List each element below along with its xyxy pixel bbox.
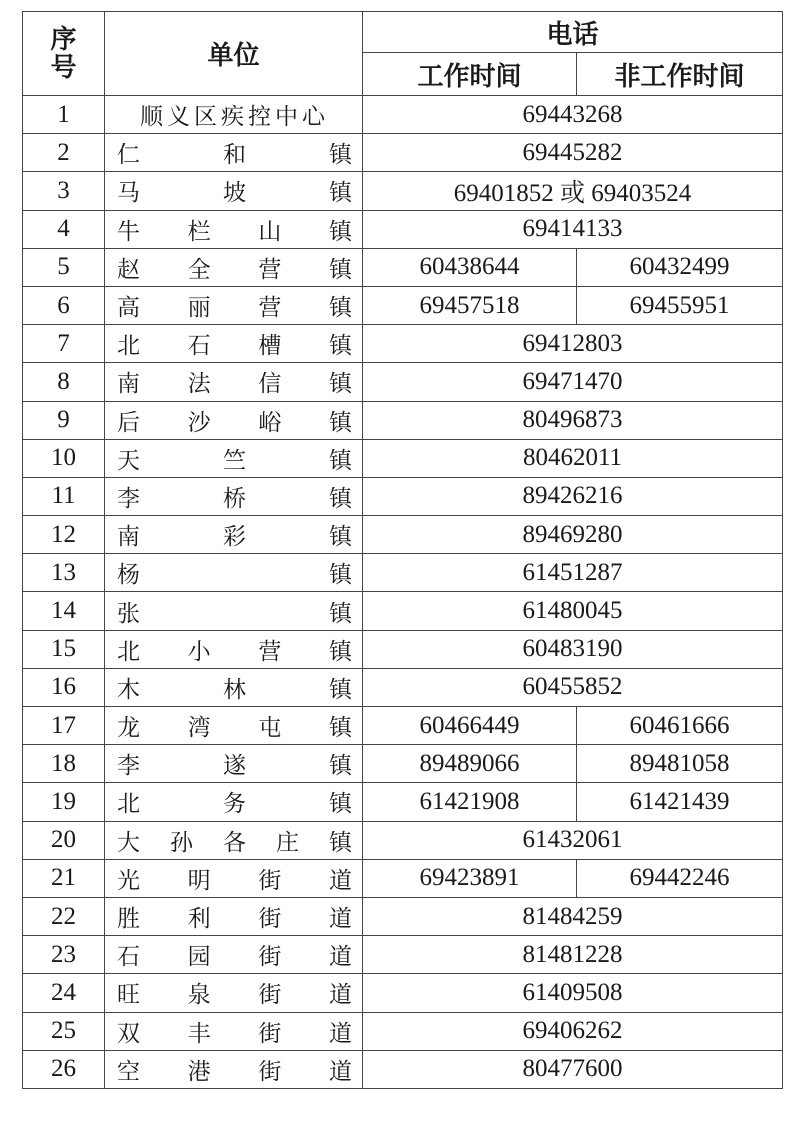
unit-name-char: 龙 (117, 715, 140, 742)
row-number: 4 (23, 210, 105, 248)
table-row (23, 286, 783, 324)
table-row (23, 325, 783, 363)
unit-name-chars (117, 251, 352, 284)
unit-name-chars (117, 595, 352, 628)
unit-name-char: 道 (328, 982, 352, 1009)
unit-name-char: 明 (187, 867, 211, 894)
unit-name-chars (117, 633, 352, 666)
unit-name-char: 街 (258, 944, 282, 971)
table-row (23, 134, 783, 172)
unit-name-chars (117, 289, 352, 322)
unit-name (105, 707, 363, 745)
unit-name-char: 营 (258, 256, 282, 283)
row-number: 10 (23, 439, 105, 477)
unit-name-char: 镇 (328, 333, 352, 360)
unit-name-char: 镇 (329, 524, 352, 551)
table-row (23, 210, 783, 248)
table-row (23, 707, 783, 745)
phone-off-hours: 60432499 (577, 248, 783, 286)
table-body (23, 96, 783, 1089)
phone-number: 61432061 (363, 821, 783, 859)
table-row (23, 1050, 783, 1088)
unit-name-char: 坡 (223, 180, 246, 207)
unit-name-char: 道 (328, 867, 352, 894)
unit-name-chars (117, 976, 352, 1009)
unit-name-chars (117, 862, 352, 895)
table-row (23, 363, 783, 401)
unit-name-char: 务 (223, 791, 246, 818)
unit-name-char: 赵 (117, 256, 140, 283)
unit-name (105, 974, 363, 1012)
row-number: 12 (23, 516, 105, 554)
unit-name-char: 槽 (258, 333, 282, 360)
phone-off-hours: 61421439 (577, 783, 783, 821)
row-number: 3 (23, 172, 105, 210)
unit-name-char: 丰 (187, 1020, 211, 1047)
unit-name-char: 仁 (117, 142, 140, 169)
phone-number: 80496873 (363, 401, 783, 439)
unit-name-char: 法 (187, 371, 211, 398)
row-number: 5 (23, 248, 105, 286)
unit-name (105, 821, 363, 859)
phone-number: 60455852 (363, 668, 783, 706)
phone-work-hours: 60438644 (363, 248, 577, 286)
unit-name-char: 峪 (258, 409, 282, 436)
unit-name-char: 街 (258, 1020, 282, 1047)
unit-name (105, 96, 363, 134)
unit-name-char: 道 (328, 1020, 352, 1047)
unit-name (105, 439, 363, 477)
unit-name (105, 859, 363, 897)
phone-number: 61409508 (363, 974, 783, 1012)
table-row (23, 936, 783, 974)
unit-name-char: 镇 (329, 180, 352, 207)
unit-name-char: 张 (117, 600, 140, 627)
unit-name-char: 彩 (223, 524, 246, 551)
unit-name-chars (117, 404, 352, 437)
phone-number: 89469280 (363, 516, 783, 554)
unit-name-char: 镇 (329, 447, 352, 474)
unit-name-chars (117, 556, 352, 589)
row-number: 17 (23, 707, 105, 745)
unit-name-char: 马 (117, 180, 140, 207)
row-number: 8 (23, 363, 105, 401)
row-number: 18 (23, 745, 105, 783)
phone-number: 80462011 (363, 439, 783, 477)
unit-name-char: 泉 (187, 982, 211, 1009)
header-off-hours: 非工作时间 (577, 53, 783, 96)
unit-name-char: 后 (117, 409, 140, 436)
unit-name-char: 空 (117, 1058, 140, 1085)
unit-name-chars (117, 1015, 352, 1048)
unit-name (105, 516, 363, 554)
unit-name-char: 镇 (328, 638, 352, 665)
unit-name-char: 南 (117, 524, 140, 551)
table-row (23, 974, 783, 1012)
phone-number: 80477600 (363, 1050, 783, 1088)
row-number: 6 (23, 286, 105, 324)
table-row (23, 821, 783, 859)
phone-number: 69401852 或 69403524 (363, 172, 783, 210)
unit-name-char: 街 (258, 982, 282, 1009)
row-number: 2 (23, 134, 105, 172)
unit-name-char: 镇 (329, 600, 352, 627)
unit-name-chars (117, 98, 352, 131)
phone-work-hours: 69457518 (363, 286, 577, 324)
phone-number: 69443268 (363, 96, 783, 134)
table-row (23, 172, 783, 210)
unit-name-char: 各 (223, 829, 246, 856)
unit-name-char: 全 (187, 256, 211, 283)
unit-name-char: 街 (258, 867, 282, 894)
unit-name-char: 孙 (170, 829, 193, 856)
phone-number: 69471470 (363, 363, 783, 401)
row-number: 22 (23, 897, 105, 935)
unit-name-char: 营 (258, 638, 282, 665)
table-row (23, 745, 783, 783)
row-number: 9 (23, 401, 105, 439)
unit-name-char: 利 (187, 906, 211, 933)
unit-name-chars (117, 365, 352, 398)
unit-name-char: 光 (117, 867, 140, 894)
unit-name-char: 山 (258, 218, 282, 245)
unit-name-chars (117, 327, 352, 360)
unit-name (105, 630, 363, 668)
unit-name-chars (117, 824, 352, 857)
unit-name-char: 胜 (117, 906, 140, 933)
unit-name-char: 高 (117, 295, 140, 322)
unit-name-char: 营 (258, 295, 282, 322)
unit-name-chars (117, 938, 352, 971)
unit-name-char: 北 (117, 333, 140, 360)
contact-table-sheet (22, 11, 782, 1089)
unit-name-chars (117, 709, 352, 742)
unit-name (105, 936, 363, 974)
unit-name (105, 248, 363, 286)
unit-name-chars (117, 1053, 352, 1086)
phone-number: 69406262 (363, 1012, 783, 1050)
row-number: 14 (23, 592, 105, 630)
unit-name (105, 592, 363, 630)
row-number: 20 (23, 821, 105, 859)
unit-name (105, 783, 363, 821)
header-seq-line2: 号 (50, 52, 77, 83)
unit-name-char: 李 (117, 753, 140, 780)
unit-name-char: 镇 (329, 676, 352, 703)
unit-name (105, 554, 363, 592)
header-unit: 单位 (105, 12, 363, 96)
table-row (23, 1012, 783, 1050)
row-number: 23 (23, 936, 105, 974)
row-number: 24 (23, 974, 105, 1012)
table-row (23, 516, 783, 554)
table-row (23, 783, 783, 821)
unit-name-char: 木 (117, 676, 140, 703)
unit-name-char: 镇 (329, 829, 352, 856)
unit-name-char: 信 (258, 371, 282, 398)
row-number: 7 (23, 325, 105, 363)
phone-off-hours: 69442246 (577, 859, 783, 897)
row-number: 26 (23, 1050, 105, 1088)
unit-name-char: 栏 (187, 218, 211, 245)
phone-number: 81481228 (363, 936, 783, 974)
unit-name-char: 镇 (328, 218, 352, 245)
unit-name-chars (117, 136, 352, 169)
unit-name-char: 桥 (223, 485, 246, 512)
phone-number: 69445282 (363, 134, 783, 172)
header-phone: 电话 (363, 12, 783, 53)
phone-number: 69414133 (363, 210, 783, 248)
phone-off-hours: 69455951 (577, 286, 783, 324)
unit-name (105, 401, 363, 439)
header-seq (23, 12, 105, 96)
table-row (23, 477, 783, 515)
unit-name-char: 牛 (117, 218, 140, 245)
table-row (23, 897, 783, 935)
unit-name (105, 1050, 363, 1088)
phone-number: 61480045 (363, 592, 783, 630)
unit-name (105, 363, 363, 401)
unit-name (105, 477, 363, 515)
table-row (23, 439, 783, 477)
unit-name-char: 北 (117, 791, 140, 818)
row-number: 16 (23, 668, 105, 706)
phone-off-hours: 89481058 (577, 745, 783, 783)
unit-name-char: 石 (117, 944, 140, 971)
unit-name-char: 北 (117, 638, 140, 665)
unit-name-chars (117, 747, 352, 780)
unit-name-char: 遂 (223, 753, 246, 780)
unit-name-char: 镇 (329, 562, 352, 589)
unit-name-char: 沙 (187, 409, 211, 436)
unit-name-char: 双 (117, 1020, 140, 1047)
unit-name (105, 210, 363, 248)
unit-name-chars (117, 213, 352, 246)
unit-name-char: 镇 (328, 409, 352, 436)
unit-name-chars (117, 900, 352, 933)
unit-name-char: 道 (328, 944, 352, 971)
unit-name-char: 小 (187, 638, 211, 665)
unit-name (105, 325, 363, 363)
row-number: 1 (23, 96, 105, 134)
unit-name-char: 园 (187, 944, 211, 971)
unit-name-char: 镇 (329, 791, 352, 818)
unit-name-char: 街 (258, 906, 282, 933)
phone-work-hours: 61421908 (363, 783, 577, 821)
unit-name-char: 李 (117, 485, 140, 512)
unit-name (105, 745, 363, 783)
unit-name-chars (117, 785, 352, 818)
unit-name-char: 丽 (187, 295, 211, 322)
table-header (23, 12, 783, 96)
phone-work-hours: 89489066 (363, 745, 577, 783)
unit-name-char: 林 (223, 676, 246, 703)
unit-name-char: 道 (328, 906, 352, 933)
unit-name-char: 杨 (117, 562, 140, 589)
unit-name (105, 1012, 363, 1050)
phone-off-hours: 60461666 (577, 707, 783, 745)
unit-name (105, 897, 363, 935)
unit-name-char: 镇 (328, 371, 352, 398)
table-row (23, 401, 783, 439)
unit-name-char: 街 (258, 1058, 282, 1085)
unit-name (105, 668, 363, 706)
header-work-hours: 工作时间 (363, 53, 577, 96)
table-row (23, 592, 783, 630)
unit-name-char: 湾 (187, 715, 211, 742)
phone-number: 81484259 (363, 897, 783, 935)
phone-number: 61451287 (363, 554, 783, 592)
unit-name-char: 竺 (223, 447, 246, 474)
phone-work-hours: 60466449 (363, 707, 577, 745)
unit-name-char: 镇 (328, 256, 352, 283)
table-row (23, 248, 783, 286)
unit-name (105, 286, 363, 324)
unit-name-chars (117, 671, 352, 704)
unit-name-char: 道 (328, 1058, 352, 1085)
row-number: 11 (23, 477, 105, 515)
row-number: 21 (23, 859, 105, 897)
unit-name-char: 镇 (329, 485, 352, 512)
table-row (23, 554, 783, 592)
unit-name-chars (117, 480, 352, 513)
table-row (23, 630, 783, 668)
unit-name-char: 镇 (329, 142, 352, 169)
unit-name-char: 屯 (258, 715, 282, 742)
phone-number: 60483190 (363, 630, 783, 668)
unit-name-char: 旺 (117, 982, 140, 1009)
row-number: 13 (23, 554, 105, 592)
contact-table (22, 11, 783, 1089)
unit-name-chars (117, 518, 352, 551)
unit-name (105, 172, 363, 210)
unit-name-char: 南 (117, 371, 140, 398)
unit-name-char: 镇 (328, 715, 352, 742)
unit-name-char: 和 (223, 142, 246, 169)
unit-name-char: 石 (187, 333, 211, 360)
unit-name-chars (117, 442, 352, 475)
table-row (23, 668, 783, 706)
unit-name-char: 庄 (276, 829, 299, 856)
table-row (23, 859, 783, 897)
unit-name-char: 镇 (328, 295, 352, 322)
unit-name-char: 天 (117, 447, 140, 474)
phone-number: 89426216 (363, 477, 783, 515)
row-number: 19 (23, 783, 105, 821)
unit-name (105, 134, 363, 172)
unit-name-char: 大 (117, 829, 140, 856)
phone-number: 69412803 (363, 325, 783, 363)
unit-name-char: 镇 (329, 753, 352, 780)
table-row (23, 96, 783, 134)
row-number: 15 (23, 630, 105, 668)
row-number: 25 (23, 1012, 105, 1050)
unit-name-char: 顺义区疾控中心 (140, 104, 329, 131)
header-seq-line1: 序 (50, 24, 77, 55)
phone-work-hours: 69423891 (363, 859, 577, 897)
unit-name-char: 港 (187, 1058, 211, 1085)
unit-name-chars (117, 174, 352, 207)
